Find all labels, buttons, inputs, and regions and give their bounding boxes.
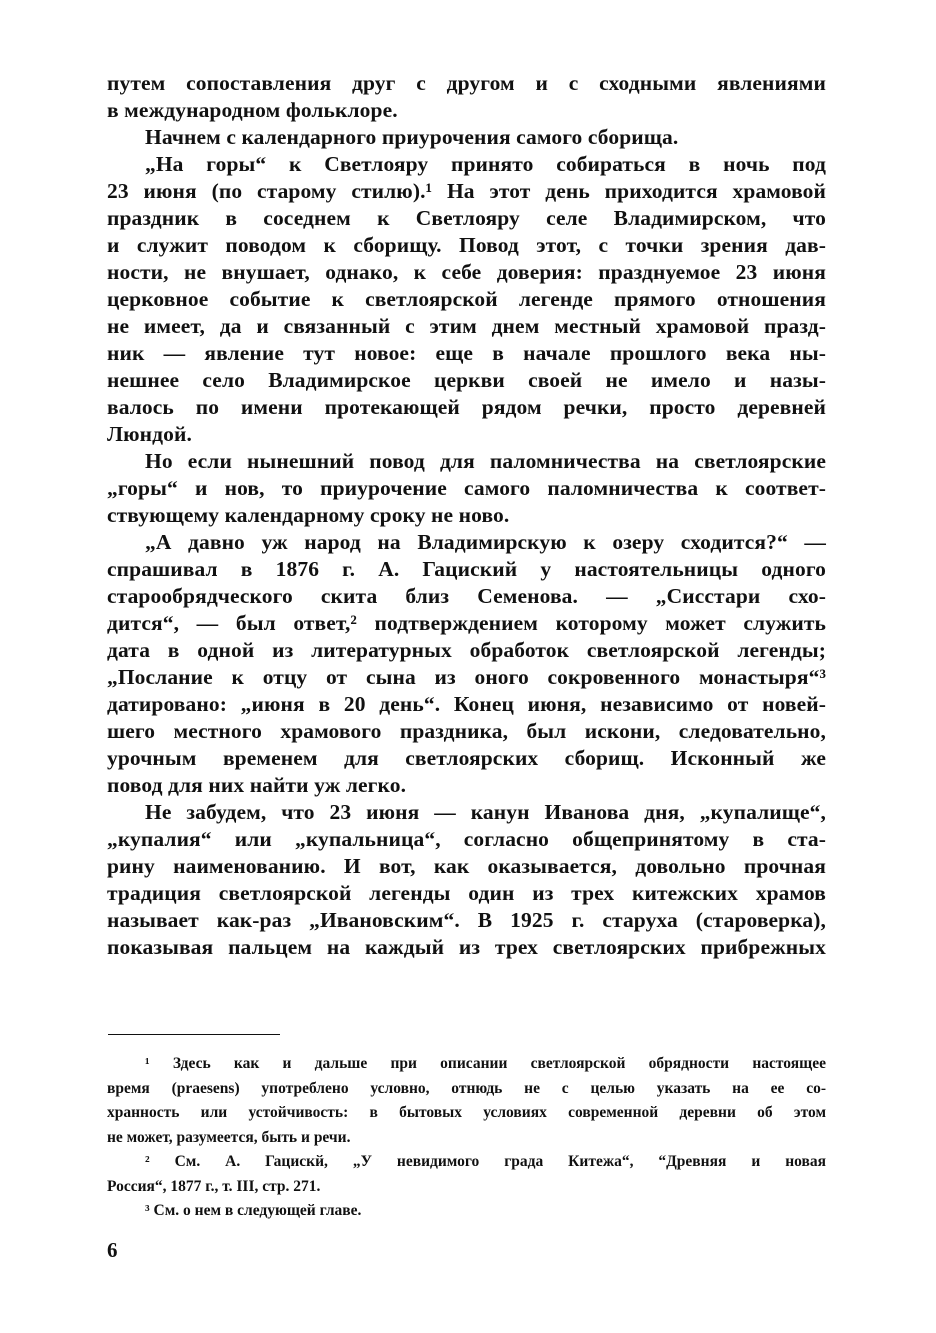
text-line: ствующему календарному сроку не ново. (107, 503, 510, 527)
text-line: урочным временем для светлоярских сборищ. Исконный же (107, 746, 826, 770)
body-text (107, 70, 826, 961)
text-line: валось по имени протекающей рядом речки, просто деревней (107, 395, 826, 419)
text-line: путем сопоставления друг с другом и с сходными явлениями (107, 71, 826, 95)
text-line: Но если нынешний повод для паломничества на светлоярские (145, 449, 826, 473)
text-line: Начнем с календарного приурочения самого сборища. (145, 125, 679, 149)
text-line: датировано: „июня в 20 день“. Конец июня, независимо от новей- (107, 692, 826, 716)
text-line: шего местного храмового праздника, был искони, следовательно, (107, 719, 826, 743)
footnote-line: не может, разумеется, быть и речи. (107, 1128, 351, 1146)
text-line: ности, не внушает, однако, к себе доверия: празднуемое 23 июня (107, 260, 826, 284)
text-line: рину наименованию. И вот, как оказывается, довольно прочная (107, 854, 826, 878)
text-line: Не забудем, что 23 июня — канун Иванова дня, „купалище“, (145, 800, 826, 824)
text-line: праздник в соседнем к Светлояру селе Владимирском, что (107, 206, 826, 230)
text-line: спрашивал в 1876 г. А. Гациский у настоятельницы одного (107, 557, 826, 581)
footnote-line: хранность или устойчивость: в бытовых условиях современной деревни об этом (107, 1104, 826, 1121)
text-line: показывая пальцем на каждый из трех светлоярских прибрежных (107, 935, 826, 959)
text-line: называет как-раз „Ивановским“. В 1925 г. старуха (староверка), (107, 908, 826, 932)
footnote-line: Россия“, 1877 г., т. III, стр. 271. (107, 1177, 321, 1195)
text-line: не имеет, да и связанный с этим днем местный храмовой празд- (107, 314, 826, 338)
footnote-line: ² См. А. Гацискй, „У невидимого града Китежа“, “Древняя и новая (145, 1153, 826, 1170)
footnote-line: ¹ Здесь как и дальше при описании светлоярской обрядности настоящее (145, 1055, 826, 1072)
text-line: „горы“ и нов, то приурочение самого паломничества к соответ- (107, 476, 826, 500)
text-line: дится“, — был ответ,² подтверждением которому может служить (107, 611, 826, 635)
text-line: „На горы“ к Светлояру принято собираться в ночь под (145, 152, 826, 176)
text-line: 23 июня (по старому стилю).¹ На этот день приходится храмовой (107, 179, 826, 203)
footnote-divider (108, 1034, 280, 1035)
footnote-line: ³ См. о нем в следующей главе. (145, 1202, 362, 1219)
text-line: нешнее село Владимирское церкви своей не имело и назы- (107, 368, 826, 392)
footnotes (107, 1052, 826, 1224)
text-line: Люндой. (107, 422, 192, 446)
text-line: и служит поводом к сборищу. Повод этот, с точки зрения дав- (107, 233, 826, 257)
text-line: в международном фольклоре. (107, 98, 398, 122)
text-line: „купалия“ или „купальница“, согласно общепринятому в ста- (107, 827, 826, 851)
text-line: ник — явление тут новое: еще в начале прошлого века ны- (107, 341, 826, 365)
text-line: „А давно уж народ на Владимирскую к озеру сходится?“ — (145, 530, 826, 554)
text-line: „Послание к отцу от сына из оного сокровенного монастыря“³ (107, 665, 826, 689)
text-line: дата в одной из литературных обработок светлоярской легенды; (107, 638, 826, 662)
text-line: традиция светлоярской легенды один из трех китежских храмов (107, 881, 826, 905)
text-line: повод для них найти уж легко. (107, 773, 407, 797)
page-number: 6 (107, 1238, 118, 1262)
footnote-line: время (praesens) употреблено условно, отнюдь не с целью указать на ее со- (107, 1079, 826, 1097)
text-line: церковное событие к светлоярской легенде прямого отношения (107, 287, 826, 311)
text-line: старообрядческого скита близ Семенова. — „Сисстари схо- (107, 584, 826, 608)
